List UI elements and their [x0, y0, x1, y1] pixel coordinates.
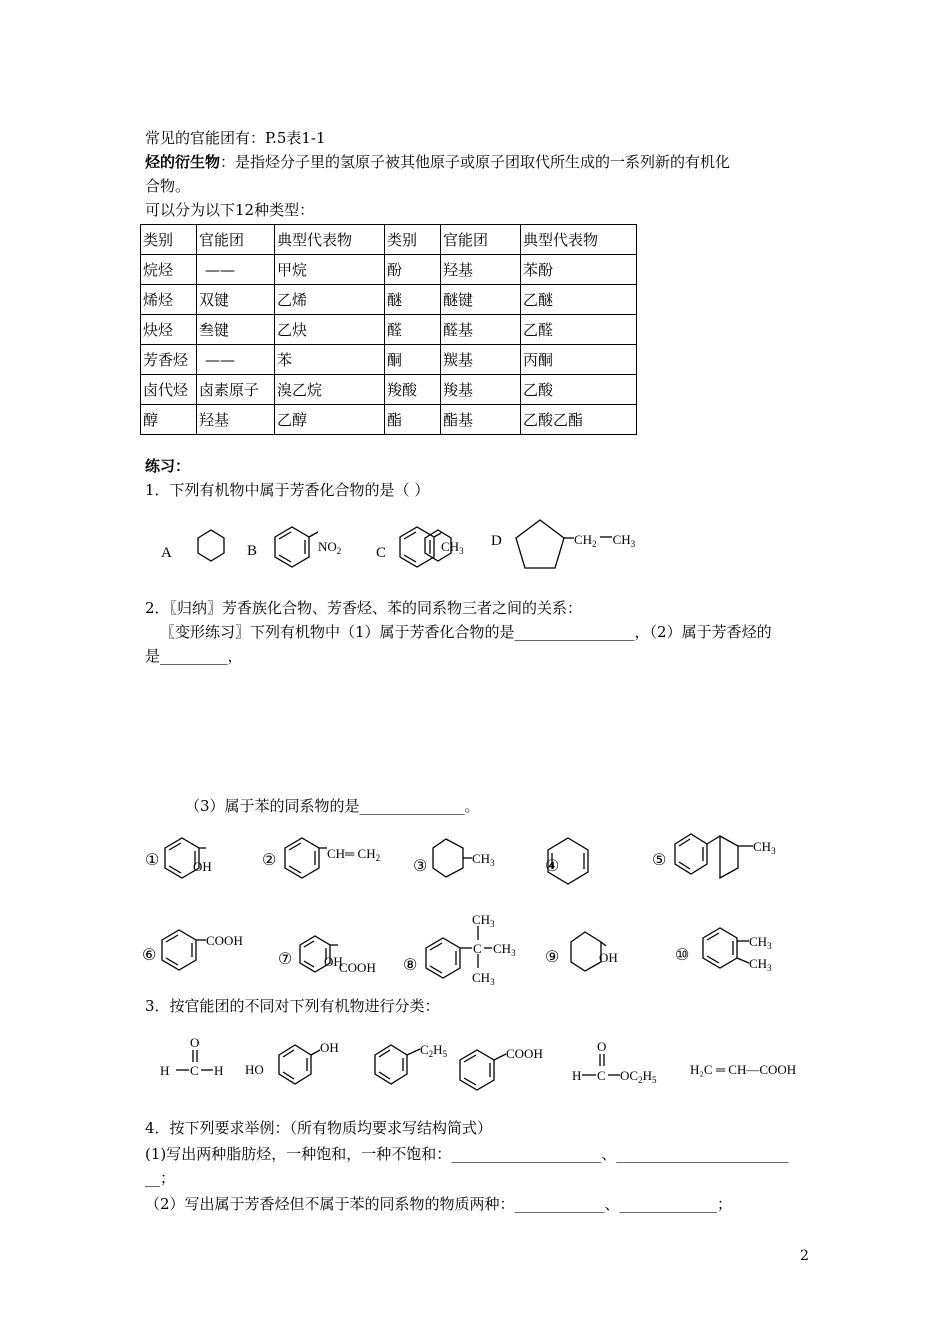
q3-m3-h: H	[433, 1042, 443, 1057]
table-cell: 酯	[385, 405, 441, 435]
q2-structures-row2	[140, 910, 800, 994]
table-cell: 酮	[385, 345, 441, 375]
q2-label-3: ③	[413, 858, 428, 875]
q3-m5-c: C	[597, 1068, 606, 1083]
table-cell: 羧基	[441, 375, 521, 405]
q1-b-group	[318, 539, 341, 556]
q2-label-4: ④	[545, 858, 560, 875]
q1-c-sub: 3	[459, 546, 464, 556]
q3-m1-h-right: H	[214, 1063, 224, 1078]
q2-structures-row1	[140, 825, 800, 899]
table-cell: 乙酸乙酯	[521, 405, 637, 435]
q1-d-group1: CH	[574, 532, 593, 547]
functional-group-table	[140, 224, 637, 435]
q2-label-2: ②	[262, 852, 277, 869]
table-cell: 丙酮	[521, 345, 637, 375]
table-cell: 乙炔	[275, 315, 385, 345]
table-cell: 乙醇	[275, 405, 385, 435]
q2-m2-vinyl-text: CH═ CH	[327, 846, 376, 861]
q2-m8-ch3-bottom	[472, 970, 495, 987]
q1-structures-svg	[150, 515, 670, 585]
q3-text: 3．按官能团的不同对下列有机物进行分类：	[145, 997, 440, 1015]
q2-m10-sub-b: 3	[767, 963, 772, 973]
derivative-definition	[145, 152, 730, 172]
q1-label-d: D	[491, 533, 502, 549]
q3-m6-acrylic: H₂C ═ CH—COOH	[690, 1062, 797, 1077]
derivative-term: 烃的衍生物	[145, 153, 221, 171]
q2-m7-cooh: COOH	[339, 960, 376, 975]
table-row	[141, 405, 637, 435]
q2-variant-line: 〖变形练习〗下列有机物中（1）属于芳香化合物的是________________，（2）属于芳香烃的	[160, 623, 772, 641]
q4-text: 4．按下列要求举例：（所有物质均要求写结构简式）	[145, 1119, 493, 1137]
table-cell: 乙醚	[521, 285, 637, 315]
q1-c-group	[441, 539, 464, 556]
table-cell: 醛	[385, 315, 441, 345]
q3-structures	[150, 1030, 820, 1104]
q1-structures	[150, 515, 670, 589]
table-cell: 醛基	[441, 315, 521, 345]
q2-label-10: ⑩	[675, 947, 690, 964]
table-cell: 卤素原子	[197, 375, 275, 405]
q1-label-b: B	[247, 543, 258, 559]
table-cell: 苯	[275, 345, 385, 375]
table-header: 官能团	[197, 225, 275, 255]
q1-label-c: C	[376, 545, 387, 561]
q2-m8-ch-right: CH	[493, 941, 512, 956]
q3-m5-oc: OC	[620, 1068, 639, 1083]
table-cell: ——	[197, 255, 275, 285]
table-cell: 乙烯	[275, 285, 385, 315]
table-cell: 酚	[385, 255, 441, 285]
q2-m8-sub-top: 3	[490, 919, 495, 929]
q2-label-6: ⑥	[142, 947, 157, 964]
q2-m8-ch-top: CH	[472, 912, 491, 927]
table-cell: 乙醛	[521, 315, 637, 345]
types-intro: 可以分为以下12种类型：	[145, 201, 315, 219]
q2-m8-c: C	[473, 941, 482, 956]
table-row	[141, 345, 637, 375]
q2-m8-sub-bottom: 3	[490, 977, 495, 987]
q2-m8-ch3-right	[493, 941, 516, 958]
q2-row1-svg	[140, 825, 800, 895]
table-cell: 酯基	[441, 405, 521, 435]
table-cell: 炔烃	[141, 315, 197, 345]
q3-svg	[150, 1030, 820, 1100]
q2-m10-ch-a: CH	[749, 934, 768, 949]
q3-m5-sub2: 2	[638, 1075, 643, 1085]
q2-m10-sub-a: 3	[767, 941, 772, 951]
q1-text: 1．下列有机物中属于芳香化合物的是（ ）	[145, 481, 430, 499]
q3-m3-sub5: 5	[442, 1049, 448, 1059]
q3-m5-o: O	[597, 1039, 607, 1054]
table-cell: 醚键	[441, 285, 521, 315]
q3-m1-o: O	[190, 1035, 200, 1050]
q4-sub2: （2）写出属于芳香烃但不属于苯的同系物的物质两种：____________、_____________；	[145, 1195, 733, 1213]
table-header: 类别	[141, 225, 197, 255]
q3-m5-sub5: 5	[651, 1075, 657, 1085]
table-row	[141, 285, 637, 315]
q2-label-9: ⑨	[545, 949, 560, 966]
q4-sub1b: __；	[145, 1169, 176, 1187]
table-cell: 羟基	[441, 255, 521, 285]
q3-m1-h-left: H	[160, 1063, 170, 1078]
table-cell: 醚	[385, 285, 441, 315]
page-number: 2	[800, 1248, 809, 1264]
q3-m1-c: C	[190, 1063, 199, 1078]
q3-m2-ho: HO	[245, 1062, 264, 1077]
q2-m2-vinyl	[327, 846, 380, 863]
q1-d-group	[574, 532, 636, 549]
q2-text: 2．〖归纳〗芳香族化合物、芳香烃、苯的同系物三者之间的关系：	[145, 599, 583, 617]
derivative-def1: ：是指烃分子里的氢原子被其他原子或原子团取代所生成的一系列新的有机化	[220, 153, 731, 171]
q3-m5-h2: H	[642, 1068, 652, 1083]
q3-m3-c: C	[420, 1042, 429, 1057]
table-header: 官能团	[441, 225, 521, 255]
table-cell: ——	[197, 345, 275, 375]
q2-label-5: ⑤	[652, 852, 667, 869]
table-cell: 羰基	[441, 345, 521, 375]
q2-label-8: ⑧	[403, 957, 418, 974]
q1-c-group-text: CH	[441, 539, 460, 554]
q2-label-1: ①	[145, 852, 160, 869]
table-header-row	[141, 225, 637, 255]
table-cell: 溴乙烷	[275, 375, 385, 405]
q4-sub1: (1)写出两种脂肪烃，一种饱和，一种不饱和：____________________、_______________________	[145, 1145, 789, 1163]
q1-label-a: A	[161, 545, 172, 561]
practice-title: 练习：	[145, 457, 191, 475]
q2-m3-ch3	[472, 851, 495, 868]
q3-m3-sub2: 2	[428, 1049, 434, 1059]
q2-m3-sub: 3	[490, 858, 495, 868]
table-cell: 芳香烃	[141, 345, 197, 375]
table-header: 典型代表物	[521, 225, 637, 255]
table-row	[141, 315, 637, 345]
q2-part3: （3）属于苯的同系物的是______________。	[185, 797, 480, 815]
table-cell: 甲烷	[275, 255, 385, 285]
q1-b-sub: 2	[336, 546, 342, 556]
table-cell: 叁键	[197, 315, 275, 345]
q2-m8-ch-bottom: CH	[472, 970, 491, 985]
q2-m1-oh: OH	[193, 859, 212, 874]
q2-m7-oh: OH	[324, 954, 343, 969]
q2-m5-sub: 3	[771, 846, 776, 856]
derivative-def2: 合物。	[145, 177, 191, 195]
table-cell: 双键	[197, 285, 275, 315]
q2-m8-sub-right: 3	[511, 948, 516, 958]
q1-d-group2: CH	[612, 532, 631, 547]
table-cell: 乙酸	[521, 375, 637, 405]
table-row	[141, 375, 637, 405]
q2-label-7: ⑦	[278, 951, 293, 968]
table-header: 典型代表物	[275, 225, 385, 255]
table-cell: 烷烃	[141, 255, 197, 285]
q2-m9-oh: OH	[599, 950, 618, 965]
q3-m4-cooh: COOH	[506, 1046, 543, 1061]
q2-row2-svg	[140, 910, 800, 990]
q2-m2-vinyl-sub: 2	[375, 853, 381, 863]
intro-line: 常见的官能团有：P.5表1-1	[145, 129, 326, 147]
table-cell: 卤代烃	[141, 375, 197, 405]
q2-m6-cooh: COOH	[206, 933, 243, 948]
table-cell: 烯烃	[141, 285, 197, 315]
table-cell: 羟基	[197, 405, 275, 435]
q2-m10-ch3-b	[749, 956, 772, 973]
q2-m5-ch: CH	[753, 839, 772, 854]
q1-b-group-text: NO	[318, 539, 337, 554]
q3-m3-c2h5	[420, 1042, 448, 1059]
table-cell: 羧酸	[385, 375, 441, 405]
q2-variant-line2: 是_________，	[145, 647, 243, 665]
table-header: 类别	[385, 225, 441, 255]
q1-d-sub2: 3	[630, 539, 636, 549]
table-row	[141, 255, 637, 285]
q3-m5-oc2h5	[620, 1068, 657, 1085]
q3-m5-h: H	[572, 1068, 582, 1083]
q2-m10-ch-b: CH	[749, 956, 768, 971]
q2-m5-ch3	[753, 839, 776, 856]
q2-m8-ch3-top	[472, 912, 495, 929]
q2-m10-ch3-a	[749, 934, 772, 951]
table-cell: 醇	[141, 405, 197, 435]
q2-m3-ch: CH	[472, 851, 491, 866]
table-cell: 苯酚	[521, 255, 637, 285]
q3-m2-oh: OH	[320, 1040, 339, 1055]
q1-d-sub1: 2	[592, 539, 597, 549]
